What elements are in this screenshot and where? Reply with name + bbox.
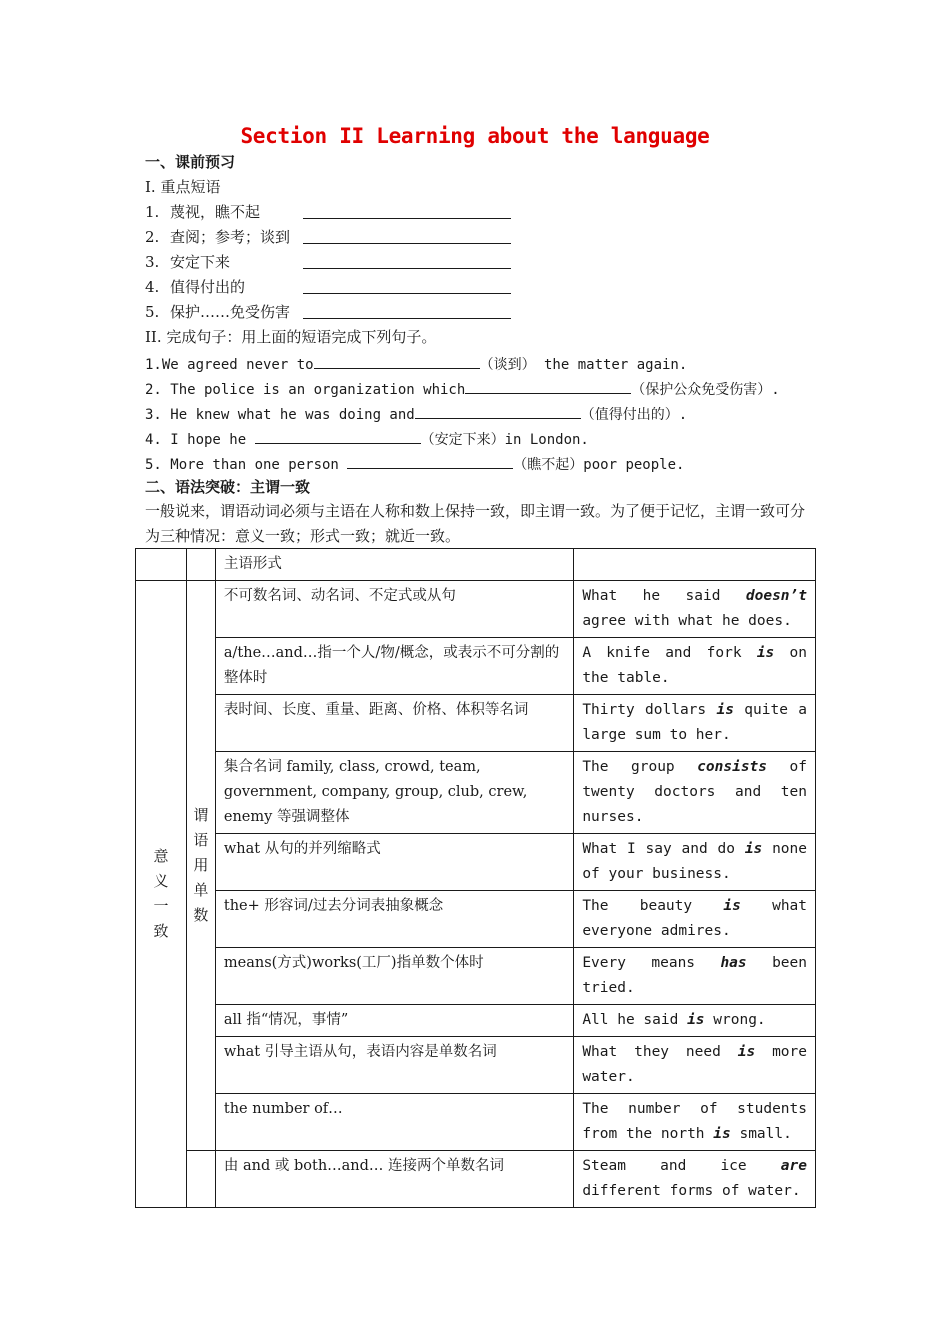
example-text: A knife and fork xyxy=(582,645,757,661)
example-verb: doesn’t xyxy=(745,588,807,604)
sentence-after: （安定下来）in London. xyxy=(420,432,589,448)
table-row xyxy=(136,1151,816,1208)
table-row xyxy=(136,948,816,1005)
example-text: Thirty dollars xyxy=(582,702,717,718)
example-cell xyxy=(574,834,816,891)
form-cell: a/the…and…指一个人/物/概念，或表示不可分割的整体时 xyxy=(215,638,573,695)
sentence-after: （瞧不起）poor people. xyxy=(513,457,685,473)
phrase-number: 4. xyxy=(145,278,160,296)
singular-label: 谓语用单数 xyxy=(193,805,209,924)
example-text: wrong. xyxy=(704,1012,766,1028)
example-cell xyxy=(574,1037,816,1094)
sentence-after: （值得付出的）. xyxy=(580,407,688,423)
example-cell xyxy=(574,891,816,948)
answer-blank xyxy=(255,427,421,444)
form-cell: the+ 形容词/过去分词表抽象概念 xyxy=(215,891,573,948)
answer-blank xyxy=(303,302,511,319)
answer-blank xyxy=(303,252,511,269)
example-cell xyxy=(574,1005,816,1037)
table-row xyxy=(136,1005,816,1037)
example-text: The number of students from the north xyxy=(582,1101,807,1142)
sentence-before: 5. More than one person xyxy=(145,457,348,473)
grammar-intro: 一般说来，谓语动词必须与主语在人称和数上保持一致，即主谓一致。为了便于记忆，主谓一致可分为三种情况：意义一致；形式一致；就近一致。 xyxy=(145,502,806,545)
sentence-before: 2. The police is an organization which xyxy=(145,382,466,398)
sentence-before: 4. I hope he xyxy=(145,432,255,448)
example-verb: are xyxy=(780,1158,807,1174)
table-row xyxy=(136,1094,816,1151)
sentence-item xyxy=(145,352,687,375)
table-row xyxy=(136,638,816,695)
example-cell xyxy=(574,638,816,695)
grammar-table xyxy=(135,548,816,1208)
group-label-cell xyxy=(136,581,187,1208)
form-cell: 由 and 或 both…and… 连接两个单数名词 xyxy=(215,1151,573,1208)
example-text: quite a large sum to her. xyxy=(582,702,808,743)
singular-label-cell xyxy=(186,581,215,1151)
example-text: been tried. xyxy=(582,955,807,996)
header-empty-cell xyxy=(136,549,187,581)
example-text: All he said xyxy=(582,1012,688,1028)
phrase-text: 蔑视，瞧不起 xyxy=(170,203,261,221)
example-text: The beauty xyxy=(582,898,724,914)
form-cell: the number of… xyxy=(215,1094,573,1151)
example-text: of twenty doctors and ten nurses. xyxy=(582,759,807,825)
example-text: agree with what he does. xyxy=(582,613,792,629)
example-cell xyxy=(574,1151,816,1208)
example-text: different forms of water. xyxy=(582,1183,801,1199)
header-empty-cell xyxy=(574,549,816,581)
phrase-number: 5. xyxy=(145,303,160,321)
form-cell: 表时间、长度、重量、距离、价格、体积等名词 xyxy=(215,695,573,752)
example-text: The group xyxy=(582,759,698,775)
table-row xyxy=(136,891,816,948)
example-cell xyxy=(574,752,816,834)
sentence-before: 1.We agreed never to xyxy=(145,357,314,373)
phrase-item xyxy=(145,227,290,247)
example-verb: is xyxy=(713,1126,731,1142)
example-verb: consists xyxy=(697,759,768,775)
page-title: Section II Learning about the language xyxy=(240,124,710,148)
example-verb: is xyxy=(723,898,741,914)
answer-blank xyxy=(415,402,581,419)
phrases-heading: I. 重点短语 xyxy=(145,178,221,196)
phrase-text: 查阅；参考；谈到 xyxy=(170,228,291,246)
answer-blank xyxy=(347,452,513,469)
example-text: none of your business. xyxy=(582,841,808,882)
example-text: what everyone admires. xyxy=(582,898,808,939)
example-cell xyxy=(574,581,816,638)
table-row xyxy=(136,581,816,638)
table-row xyxy=(136,752,816,834)
table-header-row xyxy=(136,549,816,581)
phrase-text: 值得付出的 xyxy=(170,278,246,296)
sentence-item xyxy=(145,427,589,450)
answer-blank xyxy=(303,202,511,219)
example-text: What he said xyxy=(582,588,746,604)
section-heading-grammar: 二、语法突破：主谓一致 xyxy=(145,478,311,496)
table-row xyxy=(136,695,816,752)
form-cell: means(方式)works(工厂)指单数个体时 xyxy=(215,948,573,1005)
plural-label-cell xyxy=(186,1151,215,1208)
example-verb: is xyxy=(687,1012,705,1028)
section-heading-preview: 一、课前预习 xyxy=(145,153,236,171)
phrase-item xyxy=(145,202,260,222)
sentence-before: 3. He knew what he was doing and xyxy=(145,407,415,423)
table-row xyxy=(136,834,816,891)
header-form-cell: 主语形式 xyxy=(215,549,573,581)
sentence-item xyxy=(145,452,684,475)
example-cell xyxy=(574,1094,816,1151)
example-text: What I say and do xyxy=(582,841,745,857)
answer-blank xyxy=(303,227,511,244)
example-verb: is xyxy=(744,841,763,857)
phrase-number: 3. xyxy=(145,253,160,271)
example-verb: has xyxy=(720,955,747,971)
group-label: 意义一致 xyxy=(153,846,169,940)
phrase-number: 2. xyxy=(145,228,160,246)
sentence-after: （保护公众免受伤害）. xyxy=(631,382,780,398)
example-verb: is xyxy=(756,645,775,661)
form-cell: what 引导主语从句，表语内容是单数名词 xyxy=(215,1037,573,1094)
form-cell: what 从句的并列缩略式 xyxy=(215,834,573,891)
example-verb: is xyxy=(716,702,734,718)
form-cell: all 指“情况，事情” xyxy=(215,1005,573,1037)
answer-blank xyxy=(465,377,631,394)
phrase-text: 保护……免受伤害 xyxy=(170,303,291,321)
example-cell xyxy=(574,948,816,1005)
phrase-item xyxy=(145,302,290,322)
example-text: on the table. xyxy=(582,645,807,686)
table-row xyxy=(136,1037,816,1094)
phrase-item xyxy=(145,277,245,297)
header-empty-cell xyxy=(186,549,215,581)
example-text: small. xyxy=(730,1126,792,1142)
example-text: more water. xyxy=(582,1044,807,1085)
form-cell: 集合名词 family, class, crowd, team, government, company, group, club, crew, enemy 等强调整体 xyxy=(215,752,573,834)
answer-blank xyxy=(314,352,480,369)
sentences-heading: II. 完成句子：用上面的短语完成下列句子。 xyxy=(145,328,437,346)
example-verb: is xyxy=(737,1044,756,1060)
example-text: What they need xyxy=(582,1044,738,1060)
sentence-after: （谈到） the matter again. xyxy=(479,357,688,373)
sentence-item xyxy=(145,402,687,425)
form-cell: 不可数名词、动名词、不定式或从句 xyxy=(215,581,573,638)
example-text: Steam and ice xyxy=(582,1158,781,1174)
example-text: Every means xyxy=(582,955,721,971)
phrase-number: 1. xyxy=(145,203,160,221)
phrase-item xyxy=(145,252,230,272)
phrase-text: 安定下来 xyxy=(170,253,231,271)
answer-blank xyxy=(303,277,511,294)
example-cell xyxy=(574,695,816,752)
sentence-item xyxy=(145,377,780,400)
